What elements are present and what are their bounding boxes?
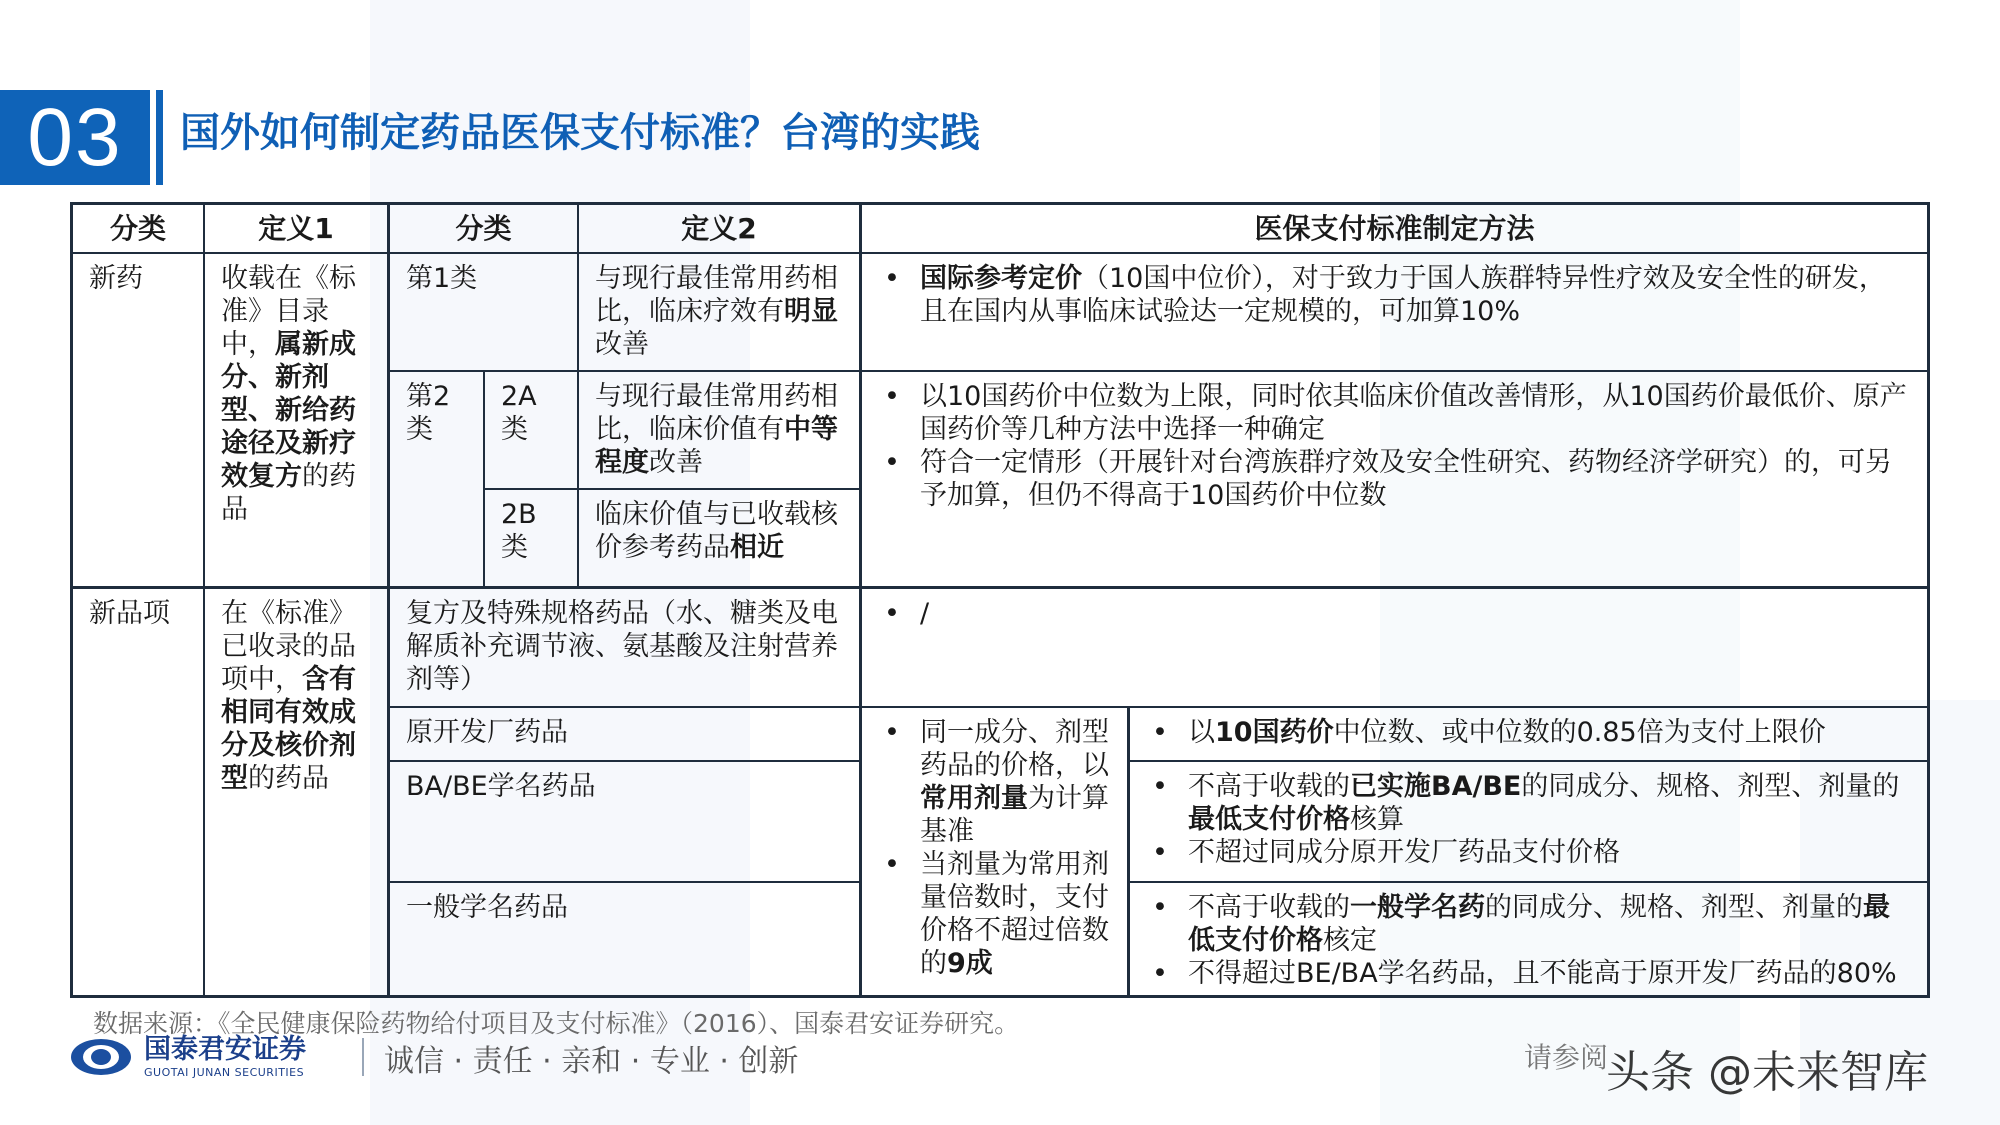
class2b-label: 2B类 [485,490,579,588]
watermark: 头条 @未来智库 [1606,1047,1928,1098]
category-new-item: 新品项 [73,588,205,998]
babe-definition: BA/BE学名药品 [390,762,862,883]
shared-method: • 同一成分、剂型药品的价格，以常用剂量为计算基准 • 当剂量为常用剂量倍数时，支付价格不超过倍数的9成 [862,708,1130,998]
class2-method [862,372,1927,588]
slogan: 诚信 · 责任 · 亲和 · 专业 · 创新 [384,1044,799,1079]
class1-label: 第1类 [390,254,579,372]
class2b-definition: 临床价值与已收载核价参考药品相近 [579,490,862,588]
header-definition2: 定义2 [579,205,862,254]
generic-method: • 不高于收载的一般学名药的同成分、规格、剂型、剂量的最低支付价格核定 • 不得超过BE/BA学名药品，且不能高于原开发厂药品的80% [1130,883,1927,998]
original-method: • 以10国药价中位数、或中位数的0.85倍为支付上限价 [1130,708,1927,762]
class1-definition: 与现行最佳常用药相比，临床疗效有明显改善 [579,254,862,372]
class2a-label: 2A类 [485,372,579,490]
class1-method: • 国际参考定价（10国中位价），对于致力于国人族群特异性疗效及安全性的研发，且在国内从事临床试验达一定规模的，可加算10% [862,254,1927,372]
original-definition: 原开发厂药品 [390,708,862,762]
definition-new-drug: 收载在《标准》目录中，属新成分、新剂型、新给药途径及新疗效复方的药品 [205,254,390,588]
class2a-definition: 与现行最佳常用药相比，临床价值有中等程度改善 [579,372,862,490]
disclaimer: 请参阅 [1524,1041,1609,1074]
header-category1: 分类 [73,205,205,254]
generic-definition: 一般学名药品 [390,883,862,998]
class2-label: 第2类 [390,372,485,588]
header-definition1: 定义1 [205,205,390,254]
page-title: 国外如何制定药品医保支付标准？台湾的实践 [180,110,980,156]
footer-divider [362,1038,364,1076]
class2-method-item: • 符合一定情形（开展针对台湾族群疗效及安全性研究、药物经济学研究）的，可另予加算，但仍不得高于10国药价中位数 [878,446,1911,512]
data-source: 数据来源：《全民健康保险药物给付项目及支付标准》（2016）、国泰君安证券研究。 [93,1009,1020,1038]
logo-chinese-name: 国泰君安证券 [144,1034,306,1065]
category-new-drug: 新药 [73,254,205,588]
header-method: 医保支付标准制定方法 [862,205,1927,254]
logo-english-name: GUOTAI JUNAN SECURITIES [144,1066,305,1079]
babe-method: • 不高于收载的已实施BA/BE的同成分、规格、剂型、剂量的最低支付价格核算 • 不超过同成分原开发厂药品支付价格 [1130,762,1927,883]
compound-method: • / [862,588,1927,708]
section-divider [156,90,163,185]
header-category2: 分类 [390,205,579,254]
payment-standard-table [70,202,1930,998]
class2-method-item: • 以10国药价中位数为上限，同时依其临床价值改善情形，从10国药价最低价、原产国药价等几种方法中选择一种确定 [878,380,1911,446]
company-logo-icon [70,1037,132,1077]
section-number: 03 [0,90,150,185]
compound-definition: 复方及特殊规格药品（水、糖类及电解质补充调节液、氨基酸及注射营养剂等） [390,588,862,708]
definition-new-item: 在《标准》已收录的品项中，含有相同有效成分及核价剂型的药品 [205,588,390,998]
